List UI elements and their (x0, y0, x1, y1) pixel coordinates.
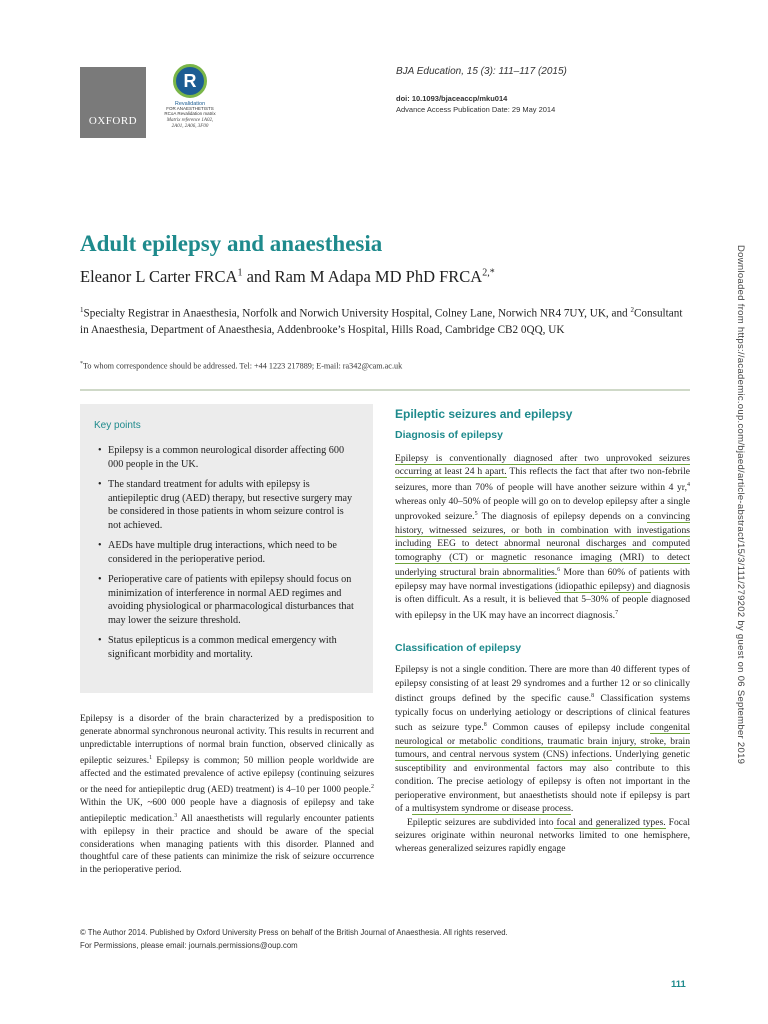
revalidation-badge-icon: R (173, 64, 207, 98)
revalidation-sub: FOR ANAESTHETISTS (166, 106, 214, 112)
key-point-item: • Perioperative care of patients with epilepsy should focus on minimization of interference in normal AED regimes and avoiding physiological or pharmacological disturbances that may lower the seizure threshold. (94, 573, 359, 627)
section-divider (80, 389, 690, 391)
correspondence-note: *To whom correspondence should be addressed. Tel: +44 1223 217889; E-mail: ra342@cam.ac.uk (80, 361, 403, 371)
journal-header (396, 66, 567, 114)
revalidation-ref-1: Matrix reference 1A02, (166, 117, 214, 123)
advance-access-date: Advance Access Publication Date: 29 May 2014 (396, 105, 556, 114)
right-column (395, 407, 690, 856)
revalidation-ref-2: 2A01, 2A06, 3F00 (171, 124, 209, 130)
copyright-line: © The Author 2014. Published by Oxford University Press on behalf of the British Journal of Anaesthesia. All rights reserved. (80, 928, 508, 937)
key-point-item: • AEDs have multiple drug interactions, which need to be considered in the perioperative period. (94, 539, 359, 566)
copyright-footer (80, 926, 508, 952)
key-points-list (94, 444, 359, 661)
permissions-line: For Permissions, please email: journals.permissions@oup.com (80, 941, 298, 950)
subheading-diagnosis: Diagnosis of epilepsy (395, 429, 503, 441)
key-point-item: • Status epilepticus is a common medical emergency with significant morbidity and mortality. (94, 634, 359, 661)
journal-citation: BJA Education, 15 (3): 111–117 (2015) (396, 66, 567, 77)
diagnosis-paragraph: Epilepsy is conventionally diagnosed after two unprovoked seizures occurring at least 24 h apart. This reflects the fact that after two non-febrile seizures, more than 70% of people will have another seizure within 4 yr,$^4$ whereas only 40–50% of people will go on to develop epilepsy after a single unprovoked seizure.$^5$ The diagnosis of epilepsy depends on a convincing history, witnessed seizures, or both in combination with investigations including EEG to detect abnormal neuronal discharges and computed tomography (CT) or magnetic resonance imaging (MRI) to detect underlying structural brain abnormalities.$^6$ More than 60% of patients with epilepsy may have normal investigations (idiopathic epilepsy) and diagnosis is often difficult. As a result, it is believed that 5–30% of people diagnosed with epilepsy in the UK may have an incorrect diagnosis.$^7$ (395, 453, 690, 621)
subheading-classification: Classification of epilepsy (395, 642, 522, 655)
intro-paragraph: Epilepsy is a disorder of the brain characterized by a predisposition to generate abnormal synchronous neuronal activity. This results in recurrent and unpredictable interruptions of normal brain function, observed clinically as epileptic seizures.$^1$ Epilepsy is common; 50 million people worldwide are affected and the estimated prevalence of active epilepsy (continuing seizures or the need for antiepileptic drug (AED) treatment) is 4–10 per 1000 people.$^2$ Within the UK, ~600 000 people have a diagnosis of epilepsy and take antiepileptic medication.$^3$ All anaesthetists will regularly encounter patients with epilepsy in their practice and should be aware of the special considerations when managing patients with this disorder. Planned and thoughtful care of these patients can minimize the risk of seizure occurrence in the perioperative period. (80, 714, 374, 876)
author-line: Eleanor L Carter FRCA$^1$ and Ram M Adapa MD PhD $FRCA^{2,*}$ (80, 267, 495, 286)
author-2: Ram M Adapa MD PhD FRCA (274, 267, 483, 286)
oxford-logo-text: OXFORD (88, 115, 138, 127)
author-1: Eleanor L Carter FRCA (80, 267, 238, 286)
key-point-item: • Epilepsy is a common neurological disorder affecting 600 000 people in the UK. (94, 444, 359, 471)
revalidation-title: Revalidation (174, 101, 206, 107)
classification-paragraph: Epilepsy is not a single condition. There are more than 40 different types of epilepsy consisting of at least 29 syndromes and a further 12 or so clinically distinct groups defined by the specific cause.$^8$ Classification systems typically focus on underlying aetiology or descriptions of clinical features such as seizure type.$^8$ Common causes of epilepsy include congenital neurological or metabolic conditions, traumatic brain injury, stroke, brain tumours, and central nervous system (CNS) infections. Underlying genetic susceptibility and environmental factors may also contribute to this condition. The precise aetiology of epilepsy is often not important in the perioperative environment, but anaesthetists should note if epilepsy is part of a multisystem syndrome or disease process. (395, 664, 690, 815)
key-points-heading: Key points (94, 420, 141, 431)
doi-link[interactable]: doi: 10.1093/bjaceaccp/mku014 (396, 94, 508, 103)
revalidation-matrix: RCoA Revalidation matrix (164, 110, 216, 116)
affiliations: $^1$Specialty Registrar in Anaesthesia, Norfolk and Norwich University Hospital, Colney Lane, Norwich NR4 7UY, UK, and $^2$Consultant in Anaesthesia, Department of Anaesthesia, Addenbrooke’s Hospital, Hills Road, Cambridge CB2 0QQ, UK (80, 306, 683, 336)
section-heading-seizures: Epileptic seizures and epilepsy (395, 407, 573, 421)
oxford-logo (80, 67, 146, 138)
key-points-box (80, 404, 373, 693)
article-title: Adult epilepsy and anaesthesia (80, 231, 383, 256)
page-number: 111 (671, 979, 686, 990)
download-side-note: Downloaded from https://academic.oup.com/bjaed/article-abstract/15/3/111/279202 by guest on 06 September 2019 (735, 245, 746, 765)
revalidation-logo (160, 64, 220, 142)
key-point-item: • The standard treatment for adults with epilepsy is antiepileptic drug (AED) therapy, but resective surgery may be considered in those patients in whom seizure control is not achieved. (94, 478, 359, 532)
seizure-types-paragraph: Epileptic seizures are subdivided into focal and generalized types. Focal seizures originate within neuronal networks limited to one hemisphere, whereas generalized seizures rapidly engage (395, 816, 690, 855)
